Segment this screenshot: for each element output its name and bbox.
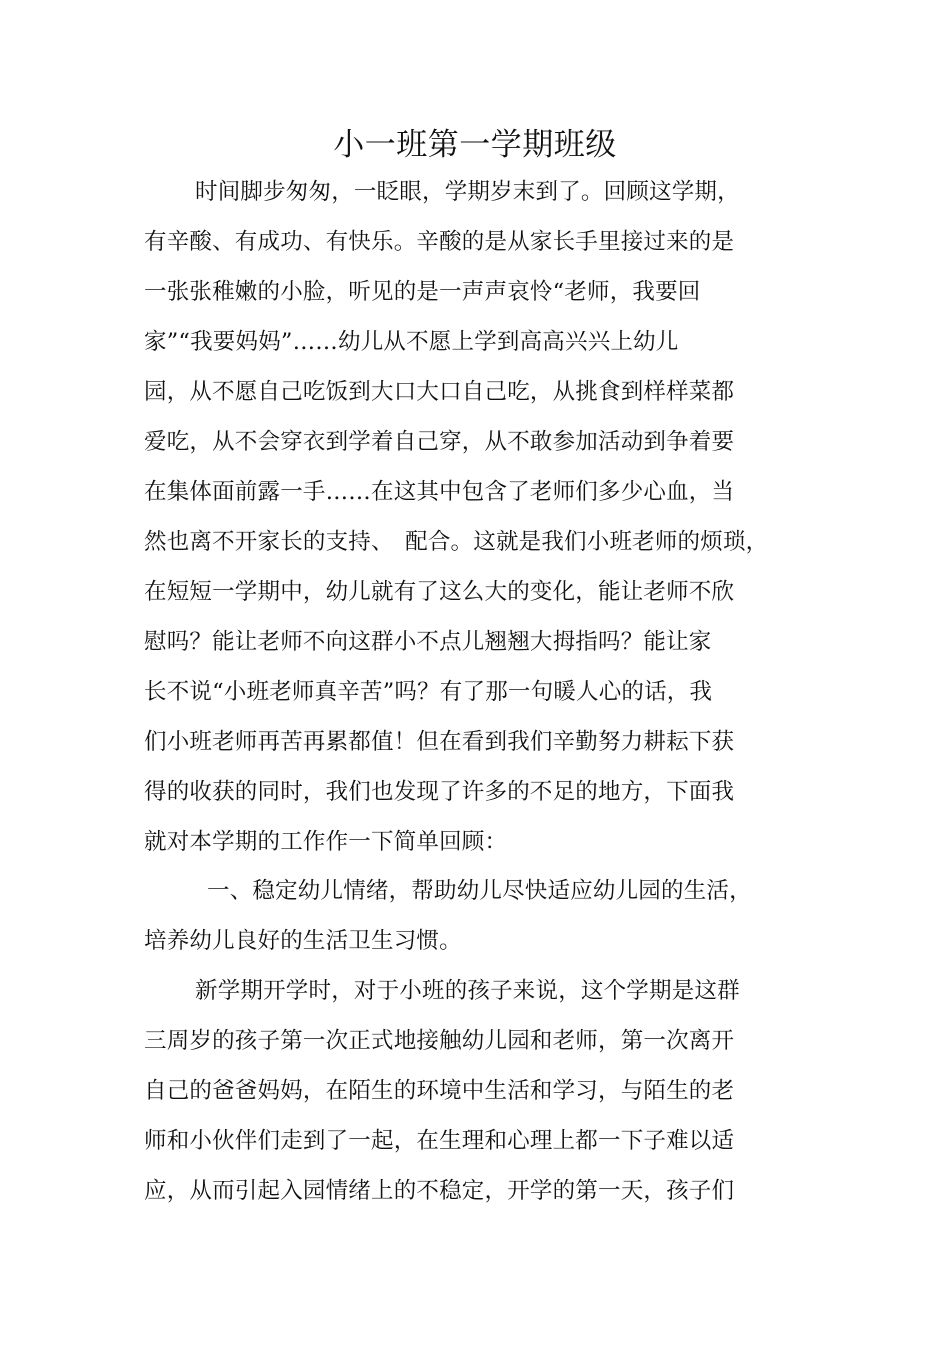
document-title: 小一班第一学期班级 <box>333 127 617 163</box>
body-line: 时间脚步匆匆，一眨眼，学期岁末到了。回顾这学期， <box>195 179 740 205</box>
body-line: 三周岁的孩子第一次正式地接触幼儿园和老师，第一次离开 <box>144 1028 735 1054</box>
body-line: 有辛酸、有成功、有快乐。辛酸的是从家长手里接过来的是 <box>144 229 735 255</box>
body-line: 自己的爸爸妈妈，在陌生的环境中生活和学习，与陌生的老 <box>144 1078 735 1104</box>
body-line: 园，从不愿自己吃饭到大口大口自己吃，从挑食到样样菜都 <box>144 379 735 405</box>
body-line: 然也离不开家长的支持、 配合。这就是我们小班老师的烦琐， <box>144 529 769 555</box>
body-line: 爱吃，从不会穿衣到学着自己穿，从不敢参加活动到争着要 <box>144 429 735 455</box>
body-line: 们小班老师再苦再累都值！但在看到我们辛勤努力耕耘下获 <box>144 729 735 755</box>
body-line: 应，从而引起入园情绪上的不稳定，开学的第一天，孩子们 <box>144 1178 735 1204</box>
section-heading-line: 一、稳定幼儿情绪，帮助幼儿尽快适应幼儿园的生活， <box>207 878 752 904</box>
body-line: 在短短一学期中，幼儿就有了这么大的变化，能让老师不欣 <box>144 579 735 605</box>
body-line: 新学期开学时，对于小班的孩子来说，这个学期是这群 <box>195 978 740 1004</box>
section-heading-line: 培养幼儿良好的生活卫生习惯。 <box>144 928 462 954</box>
body-line: 一张张稚嫩的小脸，听见的是一声声哀怜“老师，我要回 <box>144 279 701 305</box>
body-line: 得的收获的同时，我们也发现了许多的不足的地方，下面我 <box>144 779 735 805</box>
body-line: 师和小伙伴们走到了一起，在生理和心理上都一下子难以适 <box>144 1128 735 1154</box>
body-line: 在集体面前露一手……在这其中包含了老师们多少心血，当 <box>144 479 735 505</box>
body-line: 就对本学期的工作作一下简单回顾： <box>144 829 508 855</box>
body-line: 慰吗？能让老师不向这群小不点儿翘翘大拇指吗？能让家 <box>144 629 712 655</box>
body-line: 家”“我要妈妈”……幼儿从不愿上学到高高兴兴上幼儿 <box>144 329 679 355</box>
body-line: 长不说“小班老师真辛苦”吗？有了那一句暖人心的话，我 <box>144 679 713 705</box>
